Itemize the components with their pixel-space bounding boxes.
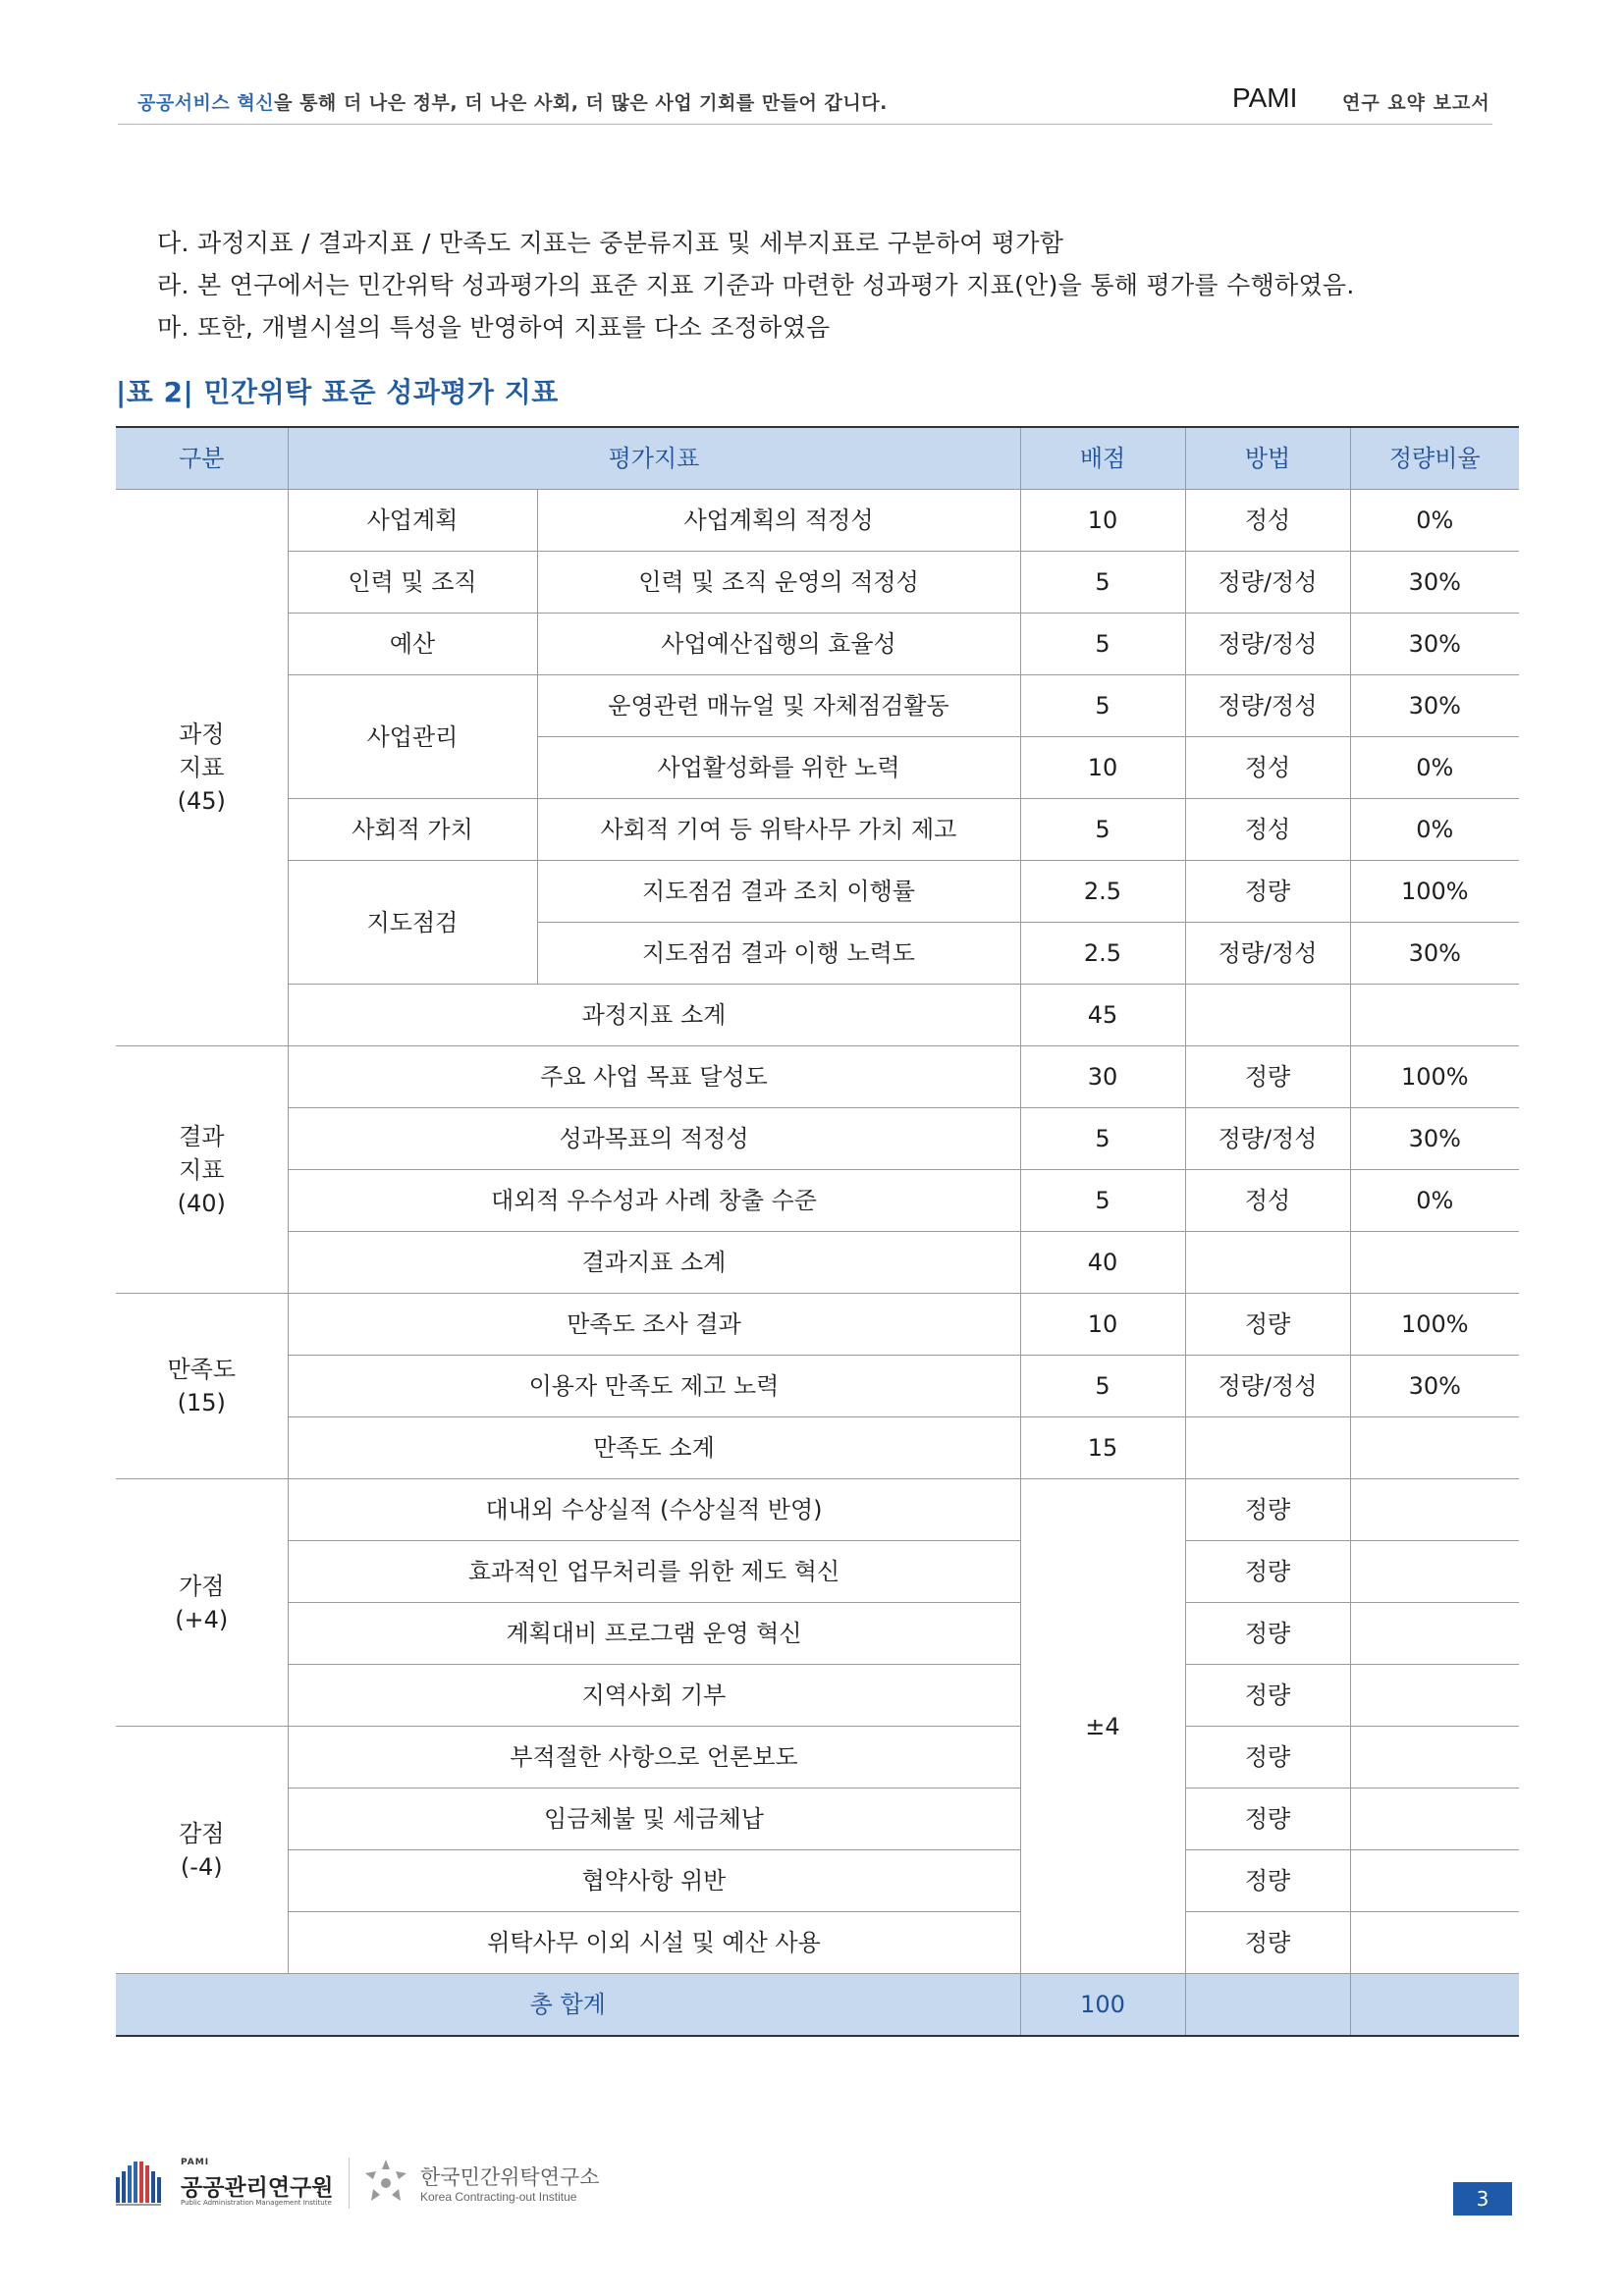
footer-divider xyxy=(349,2158,350,2209)
ratio-cell xyxy=(1350,1417,1519,1479)
mid-indicator: 인력 및 조직 xyxy=(288,552,537,614)
method-cell: 정량/정성 xyxy=(1185,923,1350,985)
category-label: 감점 xyxy=(179,1819,225,1847)
total-label: 총 합계 xyxy=(116,1974,1020,2037)
total-score: 100 xyxy=(1020,1974,1185,2037)
ratio-cell xyxy=(1350,1850,1519,1912)
table-row xyxy=(116,1046,1519,1108)
score-cell: 5 xyxy=(1020,614,1185,675)
ratio-cell: 30% xyxy=(1350,552,1519,614)
logo2-name: 한국민간위탁연구소 xyxy=(420,2165,600,2189)
table-row xyxy=(116,614,1519,675)
category-points: (40) xyxy=(177,1189,226,1217)
detail-indicator: 운영관련 매뉴얼 및 자체점검활동 xyxy=(537,675,1020,737)
category-cell-result xyxy=(116,1046,288,1294)
ratio-cell xyxy=(1350,1232,1519,1294)
method-cell: 정성 xyxy=(1185,490,1350,552)
category-label: 과정 xyxy=(179,721,225,748)
method-cell: 정량 xyxy=(1185,1850,1350,1912)
method-cell: 정량/정성 xyxy=(1185,614,1350,675)
ratio-cell xyxy=(1350,1727,1519,1789)
category-points: (+4) xyxy=(175,1605,229,1633)
ratio-cell: 100% xyxy=(1350,1046,1519,1108)
detail-indicator: 지도점검 결과 조치 이행률 xyxy=(537,861,1020,923)
detail-indicator: 주요 사업 목표 달성도 xyxy=(288,1046,1020,1108)
method-cell: 정량/정성 xyxy=(1185,1108,1350,1170)
mid-indicator: 사업계획 xyxy=(288,490,537,552)
detail-indicator: 협약사항 위반 xyxy=(288,1850,1020,1912)
ratio-cell: 30% xyxy=(1350,923,1519,985)
category-cell-process xyxy=(116,490,288,1046)
tagline-highlight: 공공서비스 혁신 xyxy=(137,92,275,114)
detail-indicator: 지역사회 기부 xyxy=(288,1665,1020,1727)
subtotal-row xyxy=(116,1232,1519,1294)
category-label: 만족도 xyxy=(167,1356,237,1383)
detail-indicator: 임금체불 및 세금체납 xyxy=(288,1789,1020,1850)
score-cell: 30 xyxy=(1020,1046,1185,1108)
method-cell xyxy=(1185,1417,1350,1479)
table-row xyxy=(116,1356,1519,1417)
col-header: 구분 xyxy=(116,427,288,490)
logo1-small-text: PAMI xyxy=(181,2158,210,2167)
table-row xyxy=(116,675,1519,737)
detail-indicator: 대내외 수상실적 (수상실적 반영) xyxy=(288,1479,1020,1541)
score-cell: 5 xyxy=(1020,1170,1185,1232)
col-header: 정량비율 xyxy=(1350,427,1519,490)
category-cell-penalty xyxy=(116,1727,288,1974)
pami-logo xyxy=(116,2156,342,2211)
mid-indicator: 사회적 가치 xyxy=(288,799,537,861)
header-brand: PAMI xyxy=(1232,82,1298,113)
table-row xyxy=(116,861,1519,923)
table-row xyxy=(116,1170,1519,1232)
category-points: (45) xyxy=(177,787,226,815)
method-cell: 정량 xyxy=(1185,1541,1350,1603)
ratio-cell xyxy=(1350,1789,1519,1850)
detail-indicator: 성과목표의 적정성 xyxy=(288,1108,1020,1170)
logo1-name: 공공관리연구원 xyxy=(181,2175,334,2201)
method-cell: 정량 xyxy=(1185,1479,1350,1541)
subtotal-label: 결과지표 소계 xyxy=(288,1232,1020,1294)
method-cell: 정량 xyxy=(1185,1789,1350,1850)
intro-line: 라. 본 연구에서는 민간위탁 성과평가의 표준 지표 기준과 마련한 성과평가 지표(안)을 통해 평가를 수행하였음. xyxy=(157,271,1355,299)
method-cell: 정량 xyxy=(1185,861,1350,923)
score-cell: 5 xyxy=(1020,675,1185,737)
table-row xyxy=(116,1727,1519,1789)
header-report-title: 연구 요약 보고서 xyxy=(1342,92,1490,114)
method-cell: 정성 xyxy=(1185,799,1350,861)
ratio-cell: 0% xyxy=(1350,737,1519,799)
table-row xyxy=(116,490,1519,552)
table-row xyxy=(116,1912,1519,1974)
col-header: 평가지표 xyxy=(288,427,1020,490)
detail-indicator: 사업계획의 적정성 xyxy=(537,490,1020,552)
detail-indicator: 계획대비 프로그램 운영 혁신 xyxy=(288,1603,1020,1665)
category-label: 결과 xyxy=(179,1122,225,1150)
mid-indicator: 지도점검 xyxy=(288,861,537,985)
total-row xyxy=(116,1974,1519,2037)
detail-indicator: 이용자 만족도 제고 노력 xyxy=(288,1356,1020,1417)
method-cell: 정량 xyxy=(1185,1294,1350,1356)
category-cell-satisfaction xyxy=(116,1294,288,1479)
kci-logo xyxy=(359,2156,615,2211)
ratio-cell: 30% xyxy=(1350,614,1519,675)
subtotal-row xyxy=(116,1417,1519,1479)
ratio-cell: 0% xyxy=(1350,1170,1519,1232)
ratio-cell xyxy=(1350,1479,1519,1541)
col-header: 방법 xyxy=(1185,427,1350,490)
logo1-subtitle: Public Administration Management Institute xyxy=(181,2199,332,2207)
ratio-cell: 0% xyxy=(1350,490,1519,552)
detail-indicator: 대외적 우수성과 사례 창출 수준 xyxy=(288,1170,1020,1232)
score-cell: 2.5 xyxy=(1020,861,1185,923)
score-cell: 10 xyxy=(1020,737,1185,799)
score-cell: 2.5 xyxy=(1020,923,1185,985)
ratio-cell: 30% xyxy=(1350,1356,1519,1417)
ratio-cell: 100% xyxy=(1350,1294,1519,1356)
ratio-cell: 30% xyxy=(1350,1108,1519,1170)
ratio-cell xyxy=(1350,1912,1519,1974)
method-cell: 정량/정성 xyxy=(1185,1356,1350,1417)
method-cell: 정량/정성 xyxy=(1185,675,1350,737)
score-cell: 10 xyxy=(1020,490,1185,552)
header-tagline xyxy=(137,88,888,115)
subtotal-label: 과정지표 소계 xyxy=(288,985,1020,1046)
table-header-row xyxy=(116,427,1519,490)
table-row xyxy=(116,799,1519,861)
category-cell-bonus xyxy=(116,1479,288,1727)
detail-indicator: 지도점검 결과 이행 노력도 xyxy=(537,923,1020,985)
score-cell: 5 xyxy=(1020,552,1185,614)
detail-indicator: 인력 및 조직 운영의 적정성 xyxy=(537,552,1020,614)
detail-indicator: 위탁사무 이외 시설 및 예산 사용 xyxy=(288,1912,1020,1974)
method-cell: 정량 xyxy=(1185,1665,1350,1727)
score-cell: 10 xyxy=(1020,1294,1185,1356)
table-row xyxy=(116,1665,1519,1727)
detail-indicator: 사회적 기여 등 위탁사무 가치 제고 xyxy=(537,799,1020,861)
method-cell: 정량 xyxy=(1185,1912,1350,1974)
category-points: (15) xyxy=(177,1389,226,1416)
ratio-cell xyxy=(1350,1665,1519,1727)
logo2-english: Korea Contracting-out Institue xyxy=(420,2190,577,2204)
ratio-cell xyxy=(1350,1974,1519,2037)
intro-line: 마. 또한, 개별시설의 특성을 반영하여 지표를 다소 조정하였음 xyxy=(157,313,831,342)
intro-line: 다. 과정지표 / 결과지표 / 만족도 지표는 중분류지표 및 세부지표로 구분하여 평가함 xyxy=(157,229,1064,257)
method-cell xyxy=(1185,1232,1350,1294)
evaluation-table xyxy=(116,426,1519,2037)
category-label: 지표 xyxy=(179,1155,225,1184)
category-points: (-4) xyxy=(180,1852,223,1881)
method-cell: 정량 xyxy=(1185,1727,1350,1789)
ratio-cell xyxy=(1350,1603,1519,1665)
method-cell: 정성 xyxy=(1185,737,1350,799)
method-cell xyxy=(1185,1974,1350,2037)
detail-indicator: 효과적인 업무처리를 위한 제도 혁신 xyxy=(288,1541,1020,1603)
method-cell: 정량 xyxy=(1185,1603,1350,1665)
detail-indicator: 사업예산집행의 효율성 xyxy=(537,614,1020,675)
detail-indicator: 부적절한 사항으로 언론보도 xyxy=(288,1727,1020,1789)
score-cell: 5 xyxy=(1020,1108,1185,1170)
subtotal-row xyxy=(116,985,1519,1046)
table-row xyxy=(116,1541,1519,1603)
method-cell: 정량/정성 xyxy=(1185,552,1350,614)
table-row xyxy=(116,1789,1519,1850)
page-header xyxy=(118,80,1492,125)
ratio-cell xyxy=(1350,1541,1519,1603)
method-cell: 정량 xyxy=(1185,1046,1350,1108)
kci-star-icon xyxy=(359,2158,412,2209)
subtotal-score: 45 xyxy=(1020,985,1185,1046)
table-row xyxy=(116,1479,1519,1541)
detail-indicator: 만족도 조사 결과 xyxy=(288,1294,1020,1356)
intro-text xyxy=(157,222,1492,348)
page-number: 3 xyxy=(1453,2182,1512,2216)
category-label: 지표 xyxy=(179,754,225,781)
subtotal-score: 15 xyxy=(1020,1417,1185,1479)
table-caption: |표 2| 민간위탁 표준 성과평가 지표 xyxy=(116,376,559,408)
table-row xyxy=(116,552,1519,614)
col-header: 배점 xyxy=(1020,427,1185,490)
table-row xyxy=(116,1850,1519,1912)
subtotal-label: 만족도 소계 xyxy=(288,1417,1020,1479)
ratio-cell: 100% xyxy=(1350,861,1519,923)
method-cell xyxy=(1185,985,1350,1046)
pami-bars-icon xyxy=(116,2160,165,2207)
ratio-cell: 0% xyxy=(1350,799,1519,861)
adjust-score-cell: ±4 xyxy=(1020,1479,1185,1974)
method-cell: 정성 xyxy=(1185,1170,1350,1232)
table-row xyxy=(116,1603,1519,1665)
detail-indicator: 사업활성화를 위한 노력 xyxy=(537,737,1020,799)
tagline-rest: 을 통해 더 나은 정부, 더 나은 사회, 더 많은 사업 기회를 만들어 갑니다. xyxy=(274,92,888,114)
table-row xyxy=(116,1108,1519,1170)
ratio-cell: 30% xyxy=(1350,675,1519,737)
mid-indicator: 예산 xyxy=(288,614,537,675)
score-cell: 5 xyxy=(1020,799,1185,861)
ratio-cell xyxy=(1350,985,1519,1046)
mid-indicator: 사업관리 xyxy=(288,675,537,799)
score-cell: 5 xyxy=(1020,1356,1185,1417)
table-row xyxy=(116,1294,1519,1356)
subtotal-score: 40 xyxy=(1020,1232,1185,1294)
category-label: 가점 xyxy=(179,1572,225,1600)
